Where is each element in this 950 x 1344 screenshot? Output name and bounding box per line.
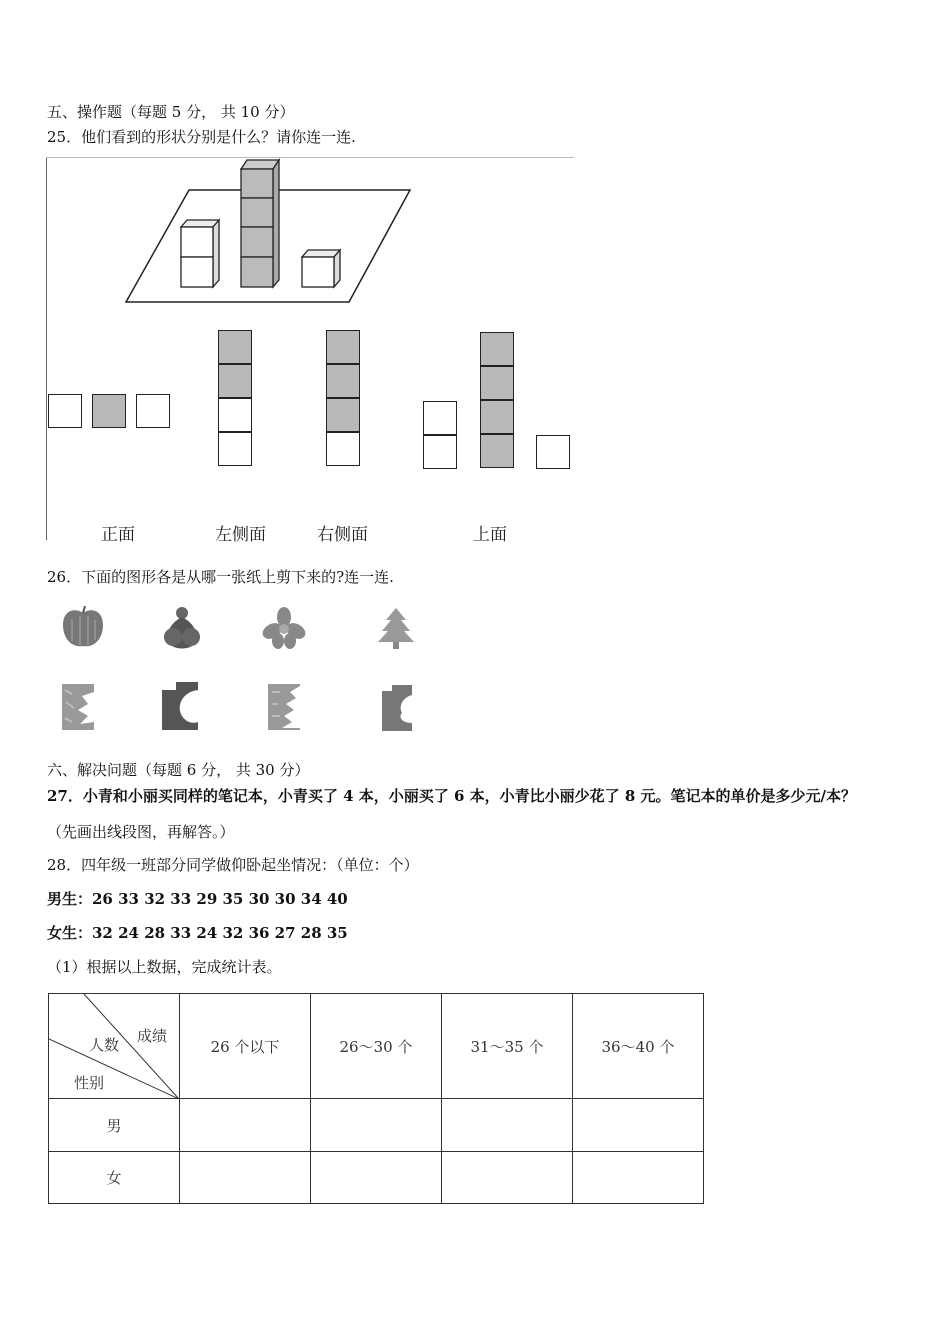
statistics-table [48,993,704,1204]
figure-left-border [46,157,47,540]
square [92,394,126,428]
square [423,401,457,435]
square [480,434,514,468]
row-label-boys: 男 [49,1099,180,1152]
square [218,398,252,432]
square [480,400,514,434]
apple-shape-icon[interactable] [60,605,106,651]
paper-cut-2-icon[interactable] [160,680,200,732]
paper-cut-4-icon[interactable] [378,683,414,733]
square [326,364,360,398]
answer-cell[interactable] [442,1099,573,1152]
left-cube-stack [181,220,219,287]
table-row [49,1099,704,1152]
section-5-heading: 五、操作题（每题 5 分， 共 10 分） [47,103,295,121]
square [218,330,252,364]
square [218,432,252,466]
flower-shape-icon[interactable] [262,607,306,649]
tree-shape-icon[interactable] [376,606,416,650]
cube-scene [121,157,501,307]
square [218,364,252,398]
label-left-side: 左侧面 [215,525,266,545]
square [326,432,360,466]
table-corner-cell [49,994,180,1099]
square [536,435,570,469]
header-cell: 26 个以下 [180,994,311,1099]
table-row [49,1152,704,1204]
square [326,398,360,432]
question-27-note: （先画出线段图，再解答。） [47,823,235,841]
q25-figure [46,157,576,545]
question-27-text: 27．小青和小丽买同样的笔记本，小青买了 4 本，小丽买了 6 本，小青比小丽少花了 8 元。笔记本的单价是多少元/本？ [47,787,857,805]
paper-cut-3-icon[interactable] [266,682,302,732]
tall-cube-stack [241,160,279,287]
girls-data: 女生：32 24 28 33 24 32 36 27 28 35 [47,924,348,942]
answer-cell[interactable] [180,1152,311,1204]
answer-cell[interactable] [573,1152,704,1204]
answer-cell[interactable] [442,1152,573,1204]
answer-cell[interactable] [311,1152,442,1204]
header-cell: 31～35 个 [442,994,573,1099]
square [423,435,457,469]
corner-label-count: 人数 [89,1036,120,1054]
header-cell: 26～30 个 [311,994,442,1099]
section-6-heading: 六、解决问题（每题 6 分， 共 30 分） [47,761,310,779]
question-26-text: 26．下面的图形各是从哪一张纸上剪下来的?连一连. [47,568,394,586]
label-front: 正面 [101,525,135,545]
header-cell: 36～40 个 [573,994,704,1099]
question-28-sub-1: （1）根据以上数据，完成统计表。 [47,958,282,976]
square [480,366,514,400]
square [136,394,170,428]
question-28-text: 28．四年级一班部分同学做仰卧起坐情况：（单位：个） [47,856,419,874]
square [48,394,82,428]
question-25-text: 25．他们看到的形状分别是什么？请你连一连. [47,128,356,146]
answer-cell[interactable] [573,1099,704,1152]
row-label-girls: 女 [49,1152,180,1204]
answer-cell[interactable] [311,1099,442,1152]
corner-label-score: 成绩 [137,1027,168,1045]
corner-label-gender: 性别 [74,1074,105,1092]
label-top: 上面 [473,525,507,545]
boys-data: 男生：26 33 32 33 29 35 30 30 34 40 [47,890,348,908]
square [326,330,360,364]
paper-cut-1-icon[interactable] [60,682,96,732]
single-cube [302,250,340,287]
label-right-side: 右侧面 [317,525,368,545]
gourd-shape-icon[interactable] [164,603,200,653]
square [480,332,514,366]
answer-cell[interactable] [180,1099,311,1152]
